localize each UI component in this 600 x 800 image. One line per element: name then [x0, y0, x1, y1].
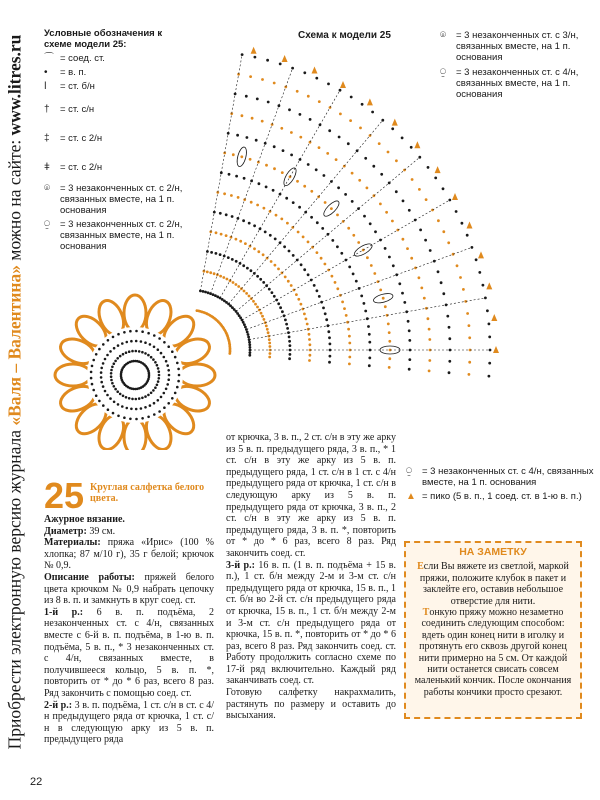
legend-label: = ст. б/н: [60, 81, 95, 92]
legend-label: = пико (5 в. п., 1 соед. ст. в 1-ю в. п.): [422, 491, 582, 502]
sc-icon: ǀ: [44, 81, 47, 92]
sidebar-middle: можно на сайте:: [4, 139, 25, 261]
cluster-4h-icon: ⍜: [440, 67, 446, 78]
legend-label: = 3 незаконченных ст. с 3/н, связанных вместе, на 1 п. основания: [456, 30, 579, 63]
legend-label: = в. п.: [60, 67, 87, 78]
legend-row: [406, 466, 596, 488]
cluster3b-icon: ⍜: [44, 219, 50, 230]
row2-label: 2-й р.:: [44, 699, 73, 711]
row1-label: 1-й р.:: [44, 606, 84, 618]
legend-title: Условные обозначения к схеме модели 25:: [44, 28, 163, 50]
legend-label: = ст. с 2/н: [60, 162, 103, 173]
center-flower-diagram: [55, 295, 215, 450]
legend-label: = 3 незаконченных ст. с 4/н, связанных вместе, на 1 п. основания: [422, 466, 594, 488]
legend-label: = 3 незаконченных ст. с 2/н, связанных вместе, на 1 п. основания: [60, 183, 183, 216]
note-dropcap: Т: [422, 607, 430, 619]
legend-label: = 3 незаконченных ст. с 4/н, связанных вместе, на 1 п. основания: [456, 67, 579, 100]
diameter-value: 39 см.: [86, 525, 116, 537]
model-subtitle: Ажурное вязание.: [44, 514, 125, 525]
work-label: Описание работы:: [44, 571, 135, 583]
model-number: 25: [44, 475, 85, 516]
cluster3-icon: ⌾: [44, 183, 50, 194]
row1-value: 6 в. п. подъёма, 2 незаконченных ст. с 4/н, связанных вместе с 6-й в. п. подъёма, в 1-ю в. п. подъёма, 5 в. п., * 3 незаконченных ст. с 4/н, связанных вместе, в получившееся кольцо, 5 в. п. *, повторить от * до * 6 раз, всего 8 раз. Ряд закончить с помощью соед. ст.: [44, 606, 214, 699]
crochet-scheme-diagram: [40, 20, 560, 450]
materials-value: пряжа «Ирис» (100 % хлопка; 87 м/10 г), 35 г белой; крючок № 0,9.: [44, 537, 214, 572]
legend-row: [406, 491, 596, 502]
cluster-3h-icon: ⌾: [440, 30, 446, 41]
cluster-4h-b-icon: ⍜: [406, 466, 412, 477]
legend-label: = 3 незаконченных ст. с 2/н, связанных вместе, на 1 п. основания: [60, 219, 183, 252]
sidebar-prefix: Приобрести электронную версию журнала: [4, 429, 25, 750]
sidebar-journal: «Валя – Валентина»: [4, 264, 25, 426]
legend-label: = ст. с 2/н: [60, 133, 103, 144]
arc-icon: ⌒: [44, 53, 54, 64]
sidebar-promo-text: [5, 35, 26, 750]
fan-diagram: [196, 47, 500, 378]
note-paragraph-1: сли Вы вяжете из светлой, маркой пряжи, положите клубок в пакет и заклейте его, оставив небольшое отверстие для нити.: [419, 561, 569, 607]
model-title: Круглая салфетка белого цвета.: [90, 482, 205, 504]
row3-label: 3-й р.:: [226, 559, 255, 571]
diameter-label: Диаметр:: [44, 525, 87, 537]
row3-value: 16 в. п. (1 в. п. подъёма + 15 в. п.), 1 ст. б/н между 2-м и 3-м ст. с/н предыдущего ряда от крючка, 15 в. п., 1 ст. б/н во 2-й ст. с/н предыдущего ряда от крючка, 15 в. п., 1 ст. б/н между 2-м и 3-м ст. с/н предыдущего ряда от крючка, 15 в. п. *, повторить от * до * 6 раз, всего 8 раз. Ряд закончить соед. ст. Работу продолжить согласно схеме по 17-й ряд включительно. Каждый ряд заканчивать соед. ст.: [226, 559, 397, 687]
model-description: [44, 475, 215, 746]
sidebar-site-link[interactable]: www.litres.ru: [4, 34, 25, 136]
note-paragraph-2: онкую пряжу можно незаметно соединить следующим способом: вдеть один конец нити в иголку и протянуть его сквозь другой конец нити примерно на 5 см. От каждой нити останется свисать совсем маленький кончик. После окончания работы кончики просто срезают.: [414, 607, 572, 698]
row2-value: 3 в. п. подъёма, 1 ст. с/н в ст. с 4/н предыдущего ряда от крючка, 1 ст. с/н в следующую арку из 5 в. п. предыдущего ряда: [44, 699, 215, 746]
picot-icon: ▲: [406, 491, 416, 502]
legend-bottom-panel: [406, 466, 596, 505]
tr-icon: ‡: [44, 133, 50, 144]
note-title: НА ЗАМЕТКУ: [459, 546, 527, 558]
legend-label: = ст. с/н: [60, 104, 95, 115]
note-dropcap: Е: [417, 561, 424, 573]
legend-label: = соед. ст.: [60, 53, 105, 64]
materials-label: Материалы:: [44, 537, 101, 549]
dc-icon: †: [44, 104, 50, 115]
dtr-icon: ǂ: [44, 162, 50, 173]
instructions-column-2: [226, 432, 396, 722]
instructions-text-2: Готовую салфетку накрахмалить, растянуть по размеру и оставить до высыхания.: [226, 687, 396, 722]
instructions-text-1: от крючка, 3 в. п., 2 ст. с/н в эту же арку из 5 в. п. предыдущего ряда, 3 в. п., * 1 ст. с/н в эту же арку из 5 в. п. предыдущего ряда, 1 ст. с/н в 1 ст. с 4/н предыдущего ряда от крючка, 1 ст. с/н в следующую арку из 5 в. п. предыдущего ряда от крючка, 3 в. п., 2 ст. с/н в эту же арку из 5 в. п. предыдущего ряда, 3 в. п. *, повторить от * до * 6 раз, всего 8 раз. Ряд закончить соед. ст.: [226, 432, 396, 559]
page-number: 22: [30, 776, 43, 788]
work-value: пряжей белого цвета крючком № 0,9 набрать цепочку из 8 в. п. и замкнуть в круг соед. ст.: [44, 571, 214, 607]
note-box: [404, 541, 582, 719]
sidebar-promo: [0, 22, 30, 762]
dot-icon: •: [44, 67, 48, 78]
scheme-title: Схема к модели 25: [298, 30, 391, 41]
